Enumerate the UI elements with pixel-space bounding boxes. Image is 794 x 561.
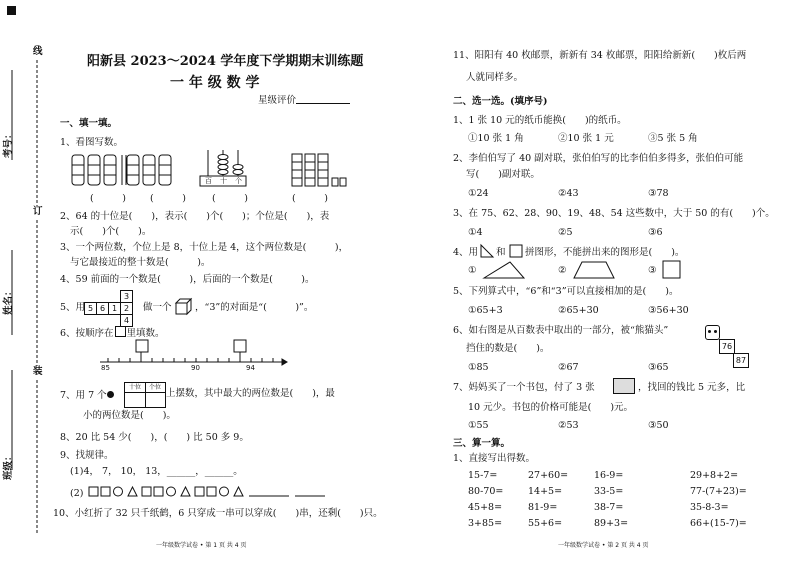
q9-1: (1)4， 7， 10， 13，______，______。 xyxy=(70,466,243,477)
c3-opt-3[interactable]: ③6 xyxy=(648,227,663,238)
calc-r4c3[interactable]: 89+3= xyxy=(594,518,629,529)
calc-r1c1[interactable]: 15-7= xyxy=(468,470,498,481)
c3-opt-2[interactable]: ②5 xyxy=(558,227,573,238)
calc-r3c2[interactable]: 81-9= xyxy=(528,502,558,513)
q2-line2: 示( )个( )。 xyxy=(70,226,152,237)
cube-icon xyxy=(175,298,193,316)
footer-page-1: 一年级数学试卷 • 第 1 页 共 4 页 xyxy=(156,542,247,549)
c7-opt-3[interactable]: ③50 xyxy=(648,420,669,431)
panda-head-icon xyxy=(705,325,720,340)
q6-suffix: 里填数。 xyxy=(126,328,165,339)
place-tens: 十位 xyxy=(125,383,146,393)
numline-90: 90 xyxy=(191,364,200,372)
q5-cube-net xyxy=(84,290,140,326)
calc-r1c2[interactable]: 27+60= xyxy=(528,470,569,481)
q1-blank-1[interactable]: ( ) xyxy=(90,193,126,204)
binding-xian: 线 xyxy=(33,46,43,57)
q1-sticks-bundles-2 xyxy=(125,153,185,189)
star-rating-label: 星级评价 xyxy=(258,95,297,106)
c1-text: 1、1 张 10 元的纸币能换( )的纸币。 xyxy=(453,115,627,126)
number-line xyxy=(98,338,288,378)
calc-r3c3[interactable]: 38-7= xyxy=(594,502,624,513)
c4-shape-3-square xyxy=(662,260,682,280)
shape-pattern xyxy=(87,486,357,498)
star-rating xyxy=(258,95,350,107)
q5-suffix: ，“3”的对面是“( )”。 xyxy=(195,302,314,313)
net-cell-1: 1 xyxy=(108,302,121,315)
abacus-label-ones: 个 xyxy=(235,177,242,185)
calc-r2c3[interactable]: 33-5= xyxy=(594,486,624,497)
c1-opt-2[interactable]: ②10 张 1 元 xyxy=(558,133,614,144)
c6-opt-3[interactable]: ③65 xyxy=(648,362,669,373)
q3-line1: 3、一个两位数，个位上是 8，十位上是 4，这个两位数是( )， xyxy=(60,242,349,253)
c5-text: 5、下列算式中，“6”和“3”可以直接相加的是( )。 xyxy=(453,286,679,297)
c2-line1: 2、李伯伯写了 40 副对联，张伯伯写的比李伯伯多得多，张伯伯可能 xyxy=(453,153,744,164)
q7-line2: 小的两位数是( )。 xyxy=(83,410,176,421)
chart-cell-76: 76 xyxy=(719,339,735,354)
section1-title: 一、填一填。 xyxy=(60,118,118,129)
section2-title: 二、选一选。(填序号) xyxy=(453,96,548,107)
calc-r2c4[interactable]: 77-(7+23)= xyxy=(690,486,747,497)
net-cell-4: 4 xyxy=(120,314,133,327)
calc-r4c1[interactable]: 3+85= xyxy=(468,518,503,529)
bead-icon xyxy=(107,391,114,398)
q5-prefix: 5、用 xyxy=(60,302,86,313)
binding-xingming: 姓名： xyxy=(3,286,14,315)
place-divider xyxy=(145,392,146,407)
calc-r4c2[interactable]: 55+6= xyxy=(528,518,563,529)
c2-opt-3[interactable]: ③78 xyxy=(648,188,669,199)
binding-ding: 订 xyxy=(33,206,43,217)
net-cell-3: 3 xyxy=(120,290,133,303)
calc-r4c4[interactable]: 66+(15-7)= xyxy=(690,518,747,529)
c4-suffix: 拼图形，不能拼出来的图形是( )。 xyxy=(525,247,685,258)
exam-title: 阳新县 2023～2024 学年度下学期期末训练题 xyxy=(87,54,364,69)
c6-opt-1[interactable]: ①85 xyxy=(468,362,489,373)
binding-zhuang: 装 xyxy=(33,366,43,377)
numline-94: 94 xyxy=(246,364,255,372)
q1-blank-4[interactable]: ( ) xyxy=(292,193,328,204)
hundred-chart-fragment xyxy=(705,325,747,369)
star-rating-blank[interactable] xyxy=(296,103,350,104)
abacus-label-hundreds: 百 xyxy=(205,177,212,185)
c2-opt-2[interactable]: ②43 xyxy=(558,188,579,199)
c3-text: 3、在 75、62、28、90、19、48、54 这些数中，大于 50 的有( )个。 xyxy=(453,208,775,219)
calc-r3c1[interactable]: 45+8= xyxy=(468,502,503,513)
c6-opt-2[interactable]: ②67 xyxy=(558,362,579,373)
calc-r2c2[interactable]: 14+5= xyxy=(528,486,563,497)
c5-opt-1[interactable]: ①65+3 xyxy=(468,305,503,316)
q11-line2: 人就同样多。 xyxy=(466,72,524,83)
q10-text: 10、小红折了 32 只千纸鹤，6 只穿成一串可以穿成( )串，还剩( )只。 xyxy=(53,508,383,519)
place-ones: 个位 xyxy=(145,383,165,393)
c2-line2: 写( )副对联。 xyxy=(466,169,540,180)
c6-line2: 挡住的数是( )。 xyxy=(466,343,550,354)
q9-2-label: (2) xyxy=(70,488,84,499)
footer-page-2: 一年级数学试卷 • 第 2 页 共 4 页 xyxy=(558,542,649,549)
calc-r1c4[interactable]: 29+8+2= xyxy=(690,470,739,481)
c4-opt-2[interactable]: ② xyxy=(558,265,567,276)
q6-prefix: 6、按顺序在 xyxy=(60,328,114,339)
c4-shape-2-trapezoid xyxy=(572,260,616,280)
q2-line1: 2、64 的十位是( )，表示( )个( )；个位是( )，表 xyxy=(60,211,330,222)
c1-opt-3[interactable]: ③5 张 5 角 xyxy=(648,133,698,144)
q8-text: 8、20 比 54 少( )，( ) 比 50 多 9。 xyxy=(60,432,249,443)
q6-box-icon xyxy=(115,326,126,337)
c7-suffix: ，找回的钱比 5 元多，比 xyxy=(638,382,746,393)
c5-opt-2[interactable]: ②65+30 xyxy=(558,305,599,316)
q1-text: 1、看图写数。 xyxy=(60,137,124,148)
c7-opt-2[interactable]: ②53 xyxy=(558,420,579,431)
c2-opt-1[interactable]: ①24 xyxy=(468,188,489,199)
q7-line1: 上摆数，其中最大的两位数是( )，最 xyxy=(166,388,335,399)
numline-85: 85 xyxy=(101,364,110,372)
c7-line2: 10 元少。书包的价格可能是( )元。 xyxy=(468,402,634,413)
c3-opt-1[interactable]: ①4 xyxy=(468,227,483,238)
section3-title: 三、算一算。 xyxy=(453,438,511,449)
c7-prefix: 7、妈妈买了一个书包，付了 3 张 xyxy=(453,382,595,393)
q1-blank-3[interactable]: ( ) xyxy=(212,193,248,204)
c5-opt-3[interactable]: ③56+30 xyxy=(648,305,689,316)
c7-opt-1[interactable]: ①55 xyxy=(468,420,489,431)
q1-cube-stacks xyxy=(290,152,350,190)
q3-line2: 与它最接近的整十数是( )。 xyxy=(70,257,211,268)
q7-prefix-text: 7、用 7 个 xyxy=(60,390,107,401)
q7-prefix xyxy=(60,390,114,402)
c4-opt-1[interactable]: ① xyxy=(468,265,477,276)
square-icon xyxy=(509,244,523,258)
c4-shape-1-triangle xyxy=(482,260,526,280)
net-cell-6: 6 xyxy=(96,302,109,315)
chart-cell-87: 87 xyxy=(733,353,749,368)
banknote-icon xyxy=(613,378,635,394)
c4-opt-3[interactable]: ③ xyxy=(648,265,657,276)
q11-line1: 11、阳阳有 40 枚邮票，新新有 34 枚邮票，阳阳给新新( )枚后两 xyxy=(453,50,747,61)
net-cell-2: 2 xyxy=(120,302,133,315)
place-value-chart xyxy=(124,382,166,408)
binding-kaohao: 考号： xyxy=(3,129,14,158)
exam-subtitle: 一 年 级 数 学 xyxy=(170,75,260,91)
c1-opt-1[interactable]: ①10 张 1 角 xyxy=(468,133,524,144)
net-cell-5: 5 xyxy=(84,302,97,315)
q5-mid: 做一个 xyxy=(143,302,172,313)
binding-banji: 班级： xyxy=(3,451,14,480)
calc-r1c3[interactable]: 16-9= xyxy=(594,470,624,481)
calc-title: 1、直接写出得数。 xyxy=(453,453,536,464)
c4-and: 和 xyxy=(496,247,506,258)
c4-prefix: 4、用 xyxy=(453,247,479,258)
calc-r2c1[interactable]: 80-70= xyxy=(468,486,504,497)
q1-blank-2[interactable]: ( ) xyxy=(150,193,186,204)
q9-2 xyxy=(70,486,357,500)
q4-text: 4、59 前面的一个数是( )，后面的一个数是( )。 xyxy=(60,274,315,285)
c6-line1: 6、如右图是从百数表中取出的一部分，被“熊猫头” xyxy=(453,325,669,336)
abacus-label-tens: 十 xyxy=(220,177,227,185)
q9-text: 9、找规律。 xyxy=(60,450,114,461)
triangle-icon xyxy=(480,244,494,258)
calc-r3c4[interactable]: 35-8-3= xyxy=(690,502,729,513)
